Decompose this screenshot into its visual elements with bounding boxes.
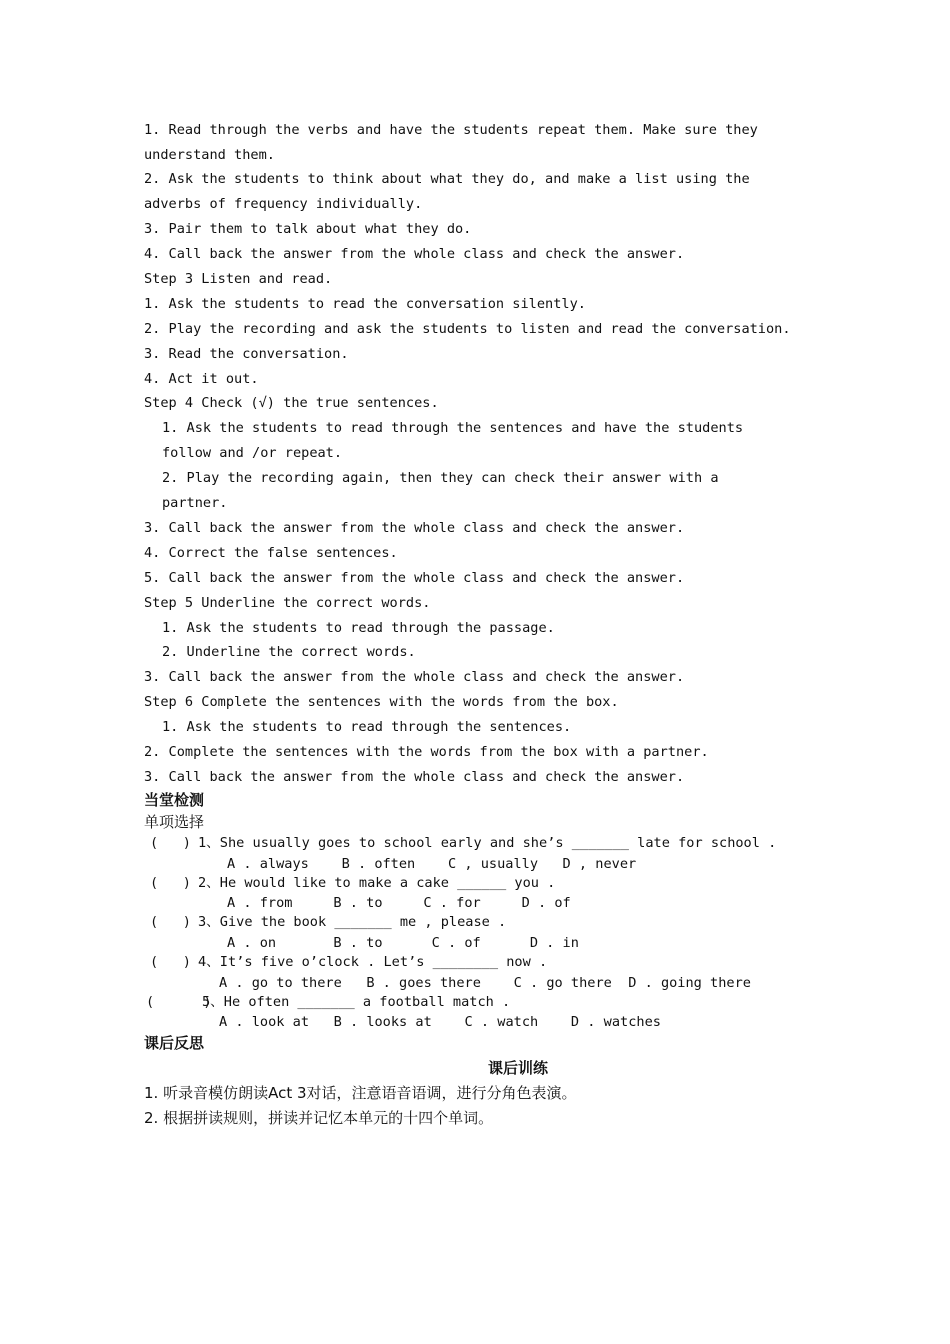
step-line: 2. Complete the sentences with the words from the box with a partner. <box>144 744 709 760</box>
question-text: 2、He would like to make a cake ______ you . <box>198 875 556 891</box>
answer-blank: ( ) <box>150 875 191 891</box>
step-line: 4. Correct the false sentences. <box>144 545 398 561</box>
answer-blank: ( ) <box>150 914 191 930</box>
section-heading-homework: 课后训练 <box>487 1059 548 1077</box>
step-line: follow and /or repeat. <box>162 445 343 461</box>
homework-item: 2. 根据拼读规则，拼读并记忆本单元的十四个单词。 <box>144 1109 494 1127</box>
question-options: A . look at B . looks at C . watch D . watches <box>219 1014 661 1030</box>
step-line: 2. Play the recording and ask the students to listen and read the conversation. <box>144 321 791 337</box>
step-line: 3. Call back the answer from the whole class and check the answer. <box>144 769 685 785</box>
step-line: 2. Underline the correct words. <box>162 644 416 660</box>
question-text: 5、He often _______ a football match . <box>202 994 511 1010</box>
section-heading-reflection: 课后反思 <box>144 1034 205 1052</box>
answer-blank: ( ) <box>146 994 212 1010</box>
step-line: 1. Ask the students to read through the sentences. <box>162 719 572 735</box>
question-text: 4、It’s five o’clock . Let’s ________ now . <box>198 954 548 970</box>
answer-blank: ( ) <box>150 954 191 970</box>
step-line: understand them. <box>144 147 275 163</box>
step-line: 1. Ask the students to read through the passage. <box>162 620 555 636</box>
step-line: adverbs of frequency individually. <box>144 196 423 212</box>
step-heading: Step 3 Listen and read. <box>144 271 333 287</box>
question-text: 1、She usually goes to school early and she’s _______ late for school . <box>198 835 777 851</box>
section-heading-in-class-test: 当堂检测 <box>144 791 205 809</box>
question-options: A . from B . to C . for D . of <box>227 895 571 911</box>
question-text: 3、Give the book _______ me , please . <box>198 914 507 930</box>
step-line: 3. Read the conversation. <box>144 346 349 362</box>
step-line: 3. Call back the answer from the whole class and check the answer. <box>144 669 685 685</box>
step-line: 1. Ask the students to read the conversation silently. <box>144 296 586 312</box>
step-heading: Step 5 Underline the correct words. <box>144 595 431 611</box>
step-line: 3. Call back the answer from the whole class and check the answer. <box>144 520 685 536</box>
step-heading: Step 4 Check (√) the true sentences. <box>144 395 439 411</box>
section-subheading-choice: 单项选择 <box>144 813 205 831</box>
question-options: A . always B . often C , usually D , never <box>227 856 637 872</box>
homework-item: 1. 听录音模仿朗读Act 3对话，注意语音语调，进行分角色表演。 <box>144 1084 577 1102</box>
question-options: A . on B . to C . of D . in <box>227 935 579 951</box>
step-line: partner. <box>162 495 228 511</box>
step-line: 1. Ask the students to read through the sentences and have the students <box>162 420 744 436</box>
step-line: 2. Play the recording again, then they can check their answer with a <box>162 470 719 486</box>
step-heading: Step 6 Complete the sentences with the words from the box. <box>144 694 619 710</box>
question-options: A . go to there B . goes there C . go there D . going there <box>219 975 751 991</box>
step-line: 3. Pair them to talk about what they do. <box>144 221 472 237</box>
step-line: 4. Call back the answer from the whole class and check the answer. <box>144 246 685 262</box>
step-line: 5. Call back the answer from the whole class and check the answer. <box>144 570 685 586</box>
step-line: 4. Act it out. <box>144 371 259 387</box>
step-line: 1. Read through the verbs and have the students repeat them. Make sure they <box>144 122 758 138</box>
answer-blank: ( ) <box>150 835 191 851</box>
step-line: 2. Ask the students to think about what they do, and make a list using the <box>144 171 750 187</box>
